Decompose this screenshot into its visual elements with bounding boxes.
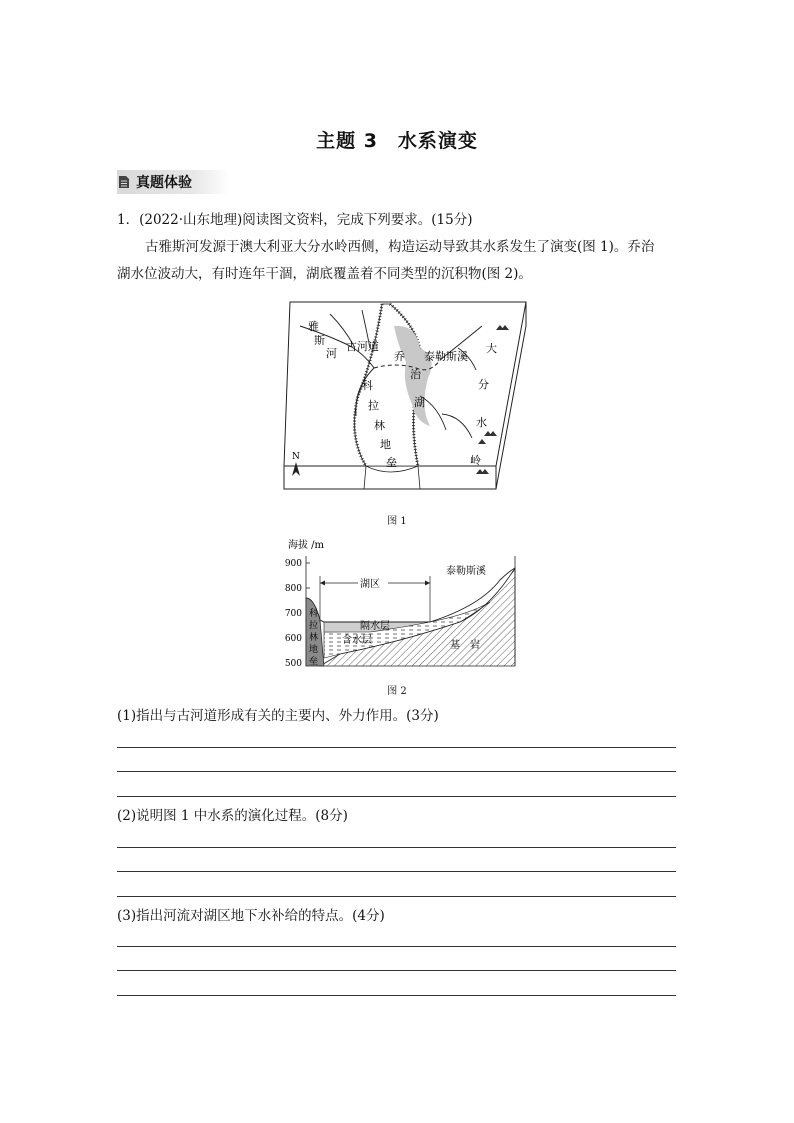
fig1-label-hu: 湖 (414, 396, 425, 409)
section-label: 真题体验 (136, 175, 192, 191)
material-line-2: 湖水位波动大，有时连年干涸，湖底覆盖着不同类型的沉积物(图 2)。 (117, 266, 532, 282)
answer-line[interactable] (117, 771, 676, 772)
fig2-horst-1: 科 (309, 609, 319, 619)
fig2-ytick-600: 600 (284, 634, 302, 644)
fig1-label-di: 地 (380, 438, 391, 451)
fig2-ytick-500: 500 (284, 659, 302, 669)
subquestion-3: (3)指出河流对湖区地下水补给的特点。(4分) (117, 908, 385, 924)
fig2-ytick-700: 700 (284, 609, 302, 619)
figure-2-cross-section (280, 536, 520, 682)
fig1-label-ya: 雅 (308, 320, 319, 333)
subquestion-1: (1)指出与古河道形成有关的主要内、外力作用。(3分) (117, 708, 439, 724)
fig1-label-lin: 林 (374, 419, 385, 432)
fig2-lake-area: 湖区 (360, 579, 380, 590)
answer-line[interactable] (117, 896, 676, 897)
fig1-label-shui: 水 (476, 416, 487, 429)
answer-line[interactable] (117, 970, 676, 971)
subquestion-2: (2)说明图 1 中水系的演化过程。(8分) (117, 808, 348, 824)
fig2-horst-4: 地 (309, 645, 319, 655)
north-label: N (292, 452, 300, 462)
fig1-label-da: 大 (486, 342, 497, 355)
fig2-aquifer: 含水层 (342, 635, 372, 646)
answer-line[interactable] (117, 946, 676, 947)
fig2-horst-5: 垒 (309, 657, 319, 667)
fig2-tailesi: 泰勒斯溪 (446, 566, 486, 577)
fig1-label-lei: 垒 (386, 456, 397, 469)
question-stem: 1．(2022·山东地理)阅读图文资料，完成下列要求。(15分) (117, 212, 473, 228)
fig2-horst-2: 拉 (309, 621, 319, 631)
fig2-aquitard: 隔水层 (360, 621, 390, 632)
fig1-label-fen: 分 (478, 378, 489, 391)
fig1-label-qiao: 乔 (394, 350, 405, 363)
fig1-label-ling: 岭 (470, 454, 481, 467)
figure-1-block-diagram (270, 296, 532, 508)
answer-line[interactable] (117, 995, 676, 996)
answer-line[interactable] (117, 871, 676, 872)
fig2-ytick-900: 900 (284, 559, 302, 569)
material-line-1: 古雅斯河发源于澳大利亚大分水岭西侧，构造运动导致其水系发生了演变(图 1)。乔治 (145, 239, 655, 255)
answer-line[interactable] (117, 747, 676, 748)
fig1-label-si: 斯 (314, 334, 325, 347)
answer-line[interactable] (117, 847, 676, 848)
fig2-bedrock: 基 岩 (450, 640, 480, 651)
answer-line[interactable] (117, 796, 676, 797)
figure-1-caption: 图 1 (387, 516, 407, 527)
fig2-horst-3: 林 (309, 633, 319, 643)
fig2-ylabel: 海拔 /m (288, 540, 325, 551)
fig1-label-tailesi: 泰勒斯溪 (424, 350, 468, 363)
fig1-label-ke: 科 (362, 379, 373, 392)
fig1-label-zhi: 治 (410, 368, 421, 381)
page-title: 主题 3 水系演变 (316, 130, 478, 152)
fig2-ytick-800: 800 (284, 584, 302, 594)
fig1-label-la: 拉 (368, 399, 379, 412)
fig1-label-he: 河 (326, 347, 337, 360)
fig1-label-old-channel: 古河道 (346, 340, 379, 353)
document-icon (119, 176, 129, 188)
figure-2-caption: 图 2 (387, 686, 407, 697)
